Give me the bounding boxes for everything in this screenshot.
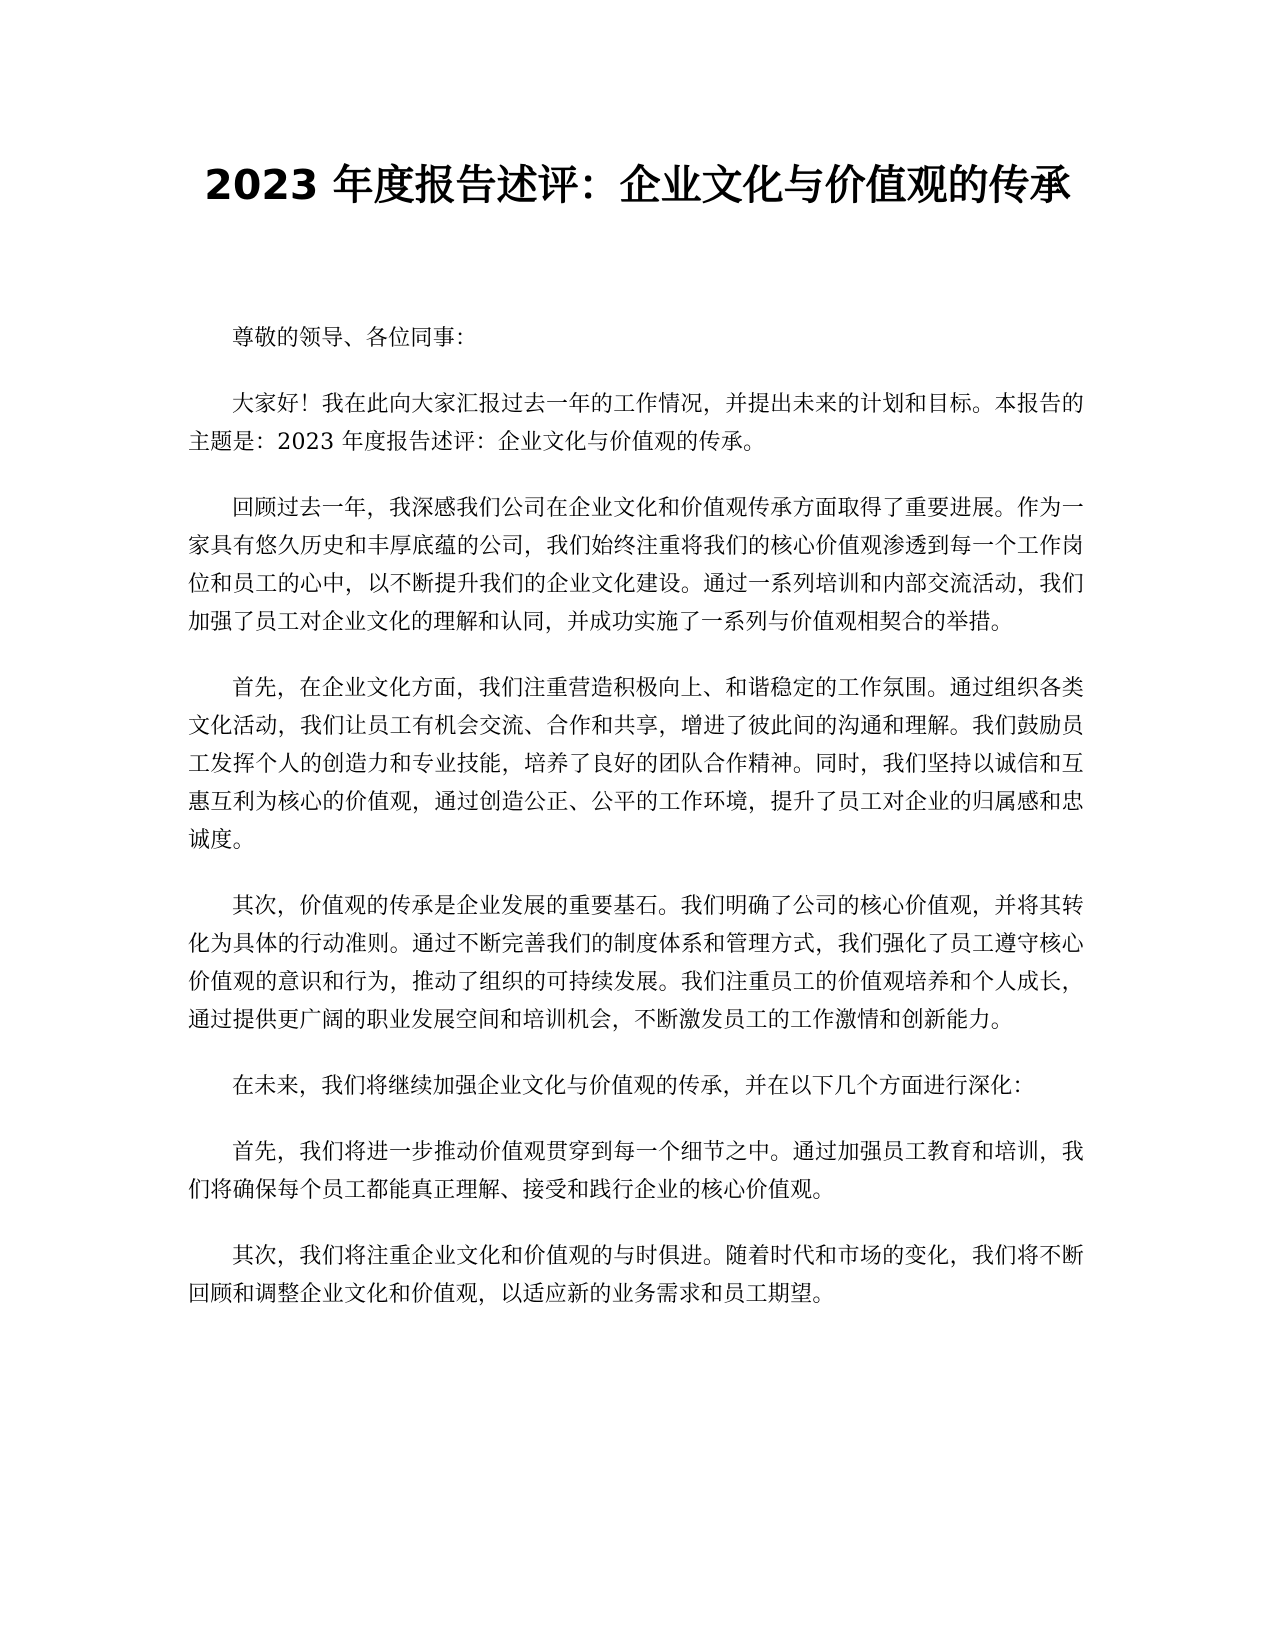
salutation-paragraph: 尊敬的领导、各位同事： [232, 326, 478, 351]
culture-paragraph: 首先，在企业文化方面，我们注重营造积极向上、和谐稳定的工作氛围。通过组织各类文化活动，我们让员工有机会交流、合作和共享，增进了彼此间的沟通和理解。我们鼓励员工发挥个人的创造力和专业技能，培养了良好的团队合作精神。同时，我们坚持以诚信和互惠互利为核心的价值观，通过创造公正、公平的工作环境，提升了员工对企业的归属感和忠诚度。 [188, 676, 1084, 853]
values-paragraph: 其次，价值观的传承是企业发展的重要基石。我们明确了公司的核心价值观，并将其转化为具体的行动准则。通过不断完善我们的制度体系和管理方式，我们强化了员工遵守核心价值观的意识和行为，推动了组织的可持续发展。我们注重员工的价值观培养和个人成长，通过提供更广阔的职业发展空间和培训机会，不断激发员工的工作激情和创新能力。 [188, 894, 1084, 1033]
plan-second-paragraph: 其次，我们将注重企业文化和价值观的与时俱进。随着时代和市场的变化，我们将不断回顾和调整企业文化和价值观，以适应新的业务需求和员工期望。 [188, 1244, 1084, 1307]
review-paragraph: 回顾过去一年，我深感我们公司在企业文化和价值观传承方面取得了重要进展。作为一家具有悠久历史和丰厚底蕴的公司，我们始终注重将我们的核心价值观渗透到每一个工作岗位和员工的心中，以不断提升我们的企业文化建设。通过一系列培训和内部交流活动，我们加强了员工对企业文化的理解和认同，并成功实施了一系列与价值观相契合的举措。 [188, 496, 1084, 635]
plan-first-paragraph: 首先，我们将进一步推动价值观贯穿到每一个细节之中。通过加强员工教育和培训，我们将确保每个员工都能真正理解、接受和践行企业的核心价值观。 [188, 1140, 1084, 1203]
document-body [188, 320, 1084, 1342]
intro-paragraph: 大家好！我在此向大家汇报过去一年的工作情况，并提出未来的计划和目标。本报告的主题是：2023 年度报告述评：企业文化与价值观的传承。 [188, 392, 1084, 455]
document-title: 2023 年度报告述评：企业文化与价值观的传承 [204, 161, 1071, 209]
future-paragraph: 在未来，我们将继续加强企业文化与价值观的传承，并在以下几个方面进行深化： [232, 1074, 1035, 1099]
